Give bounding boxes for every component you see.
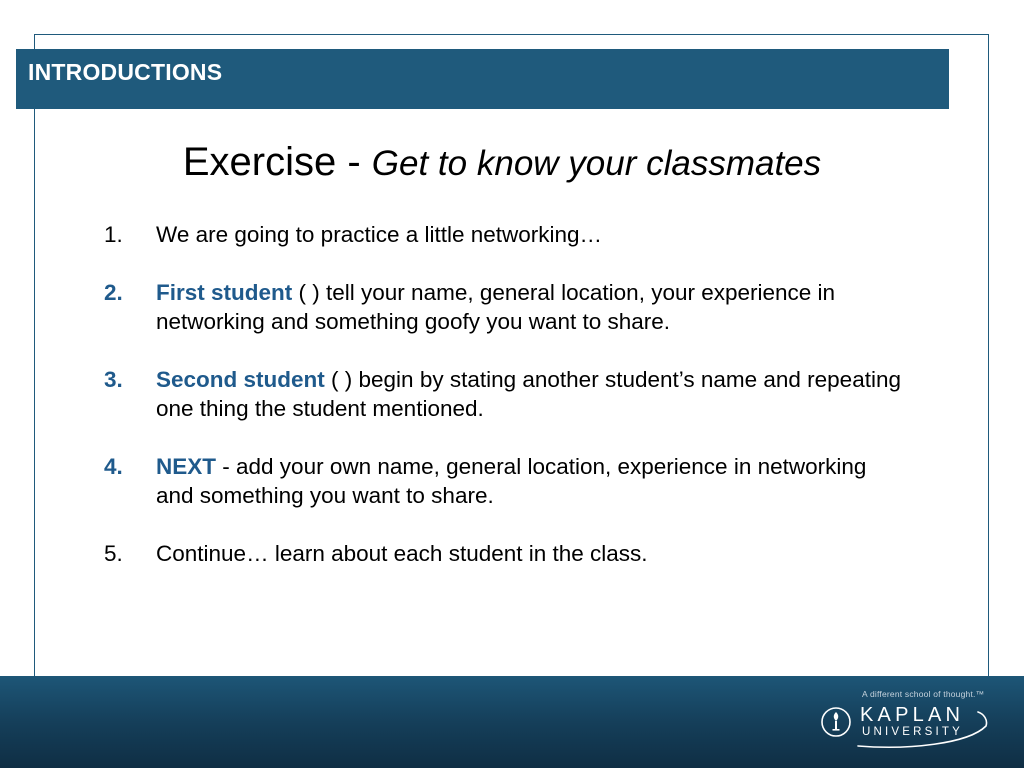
section-title: INTRODUCTIONS [28,59,223,85]
step-paren: ( ) [324,367,353,392]
step-number: 1. [104,222,123,247]
step-text: We are going to practice a little networking… [156,222,603,247]
brand-name: KAPLAN [860,704,965,726]
list-item [104,452,904,510]
list-item [104,539,904,568]
step-text: - add your own name, general location, experience in networking and something you want to share. [156,454,867,508]
list-item [104,220,904,249]
list-item [104,278,904,336]
step-number: 2. [104,280,123,305]
step-text: begin by stating another student’s name and repeating one thing the student mentioned. [156,367,901,421]
step-lead: NEXT [156,454,217,479]
brand-subtitle: UNIVERSITY [862,726,964,738]
slide-title-main: Exercise - [182,140,372,184]
step-text: tell your name, general location, your experience in networking and something goofy you want to share. [156,280,836,334]
step-lead: First student [156,280,293,305]
step-number: 5. [104,541,123,566]
step-number: 3. [104,367,123,392]
steps-list [104,220,904,597]
slide-title-italic: Get to know your classmates [371,144,822,183]
step-lead: Second student [156,367,325,392]
header-band [16,49,949,109]
footer-tagline: A different school of thought.™ [862,689,985,699]
step-paren: ( ) [292,280,320,305]
slide-title [0,140,1004,185]
step-number: 4. [104,454,123,479]
list-item [104,365,904,423]
step-text: Continue… learn about each student in the class. [156,541,648,566]
lamp-icon [833,712,840,731]
